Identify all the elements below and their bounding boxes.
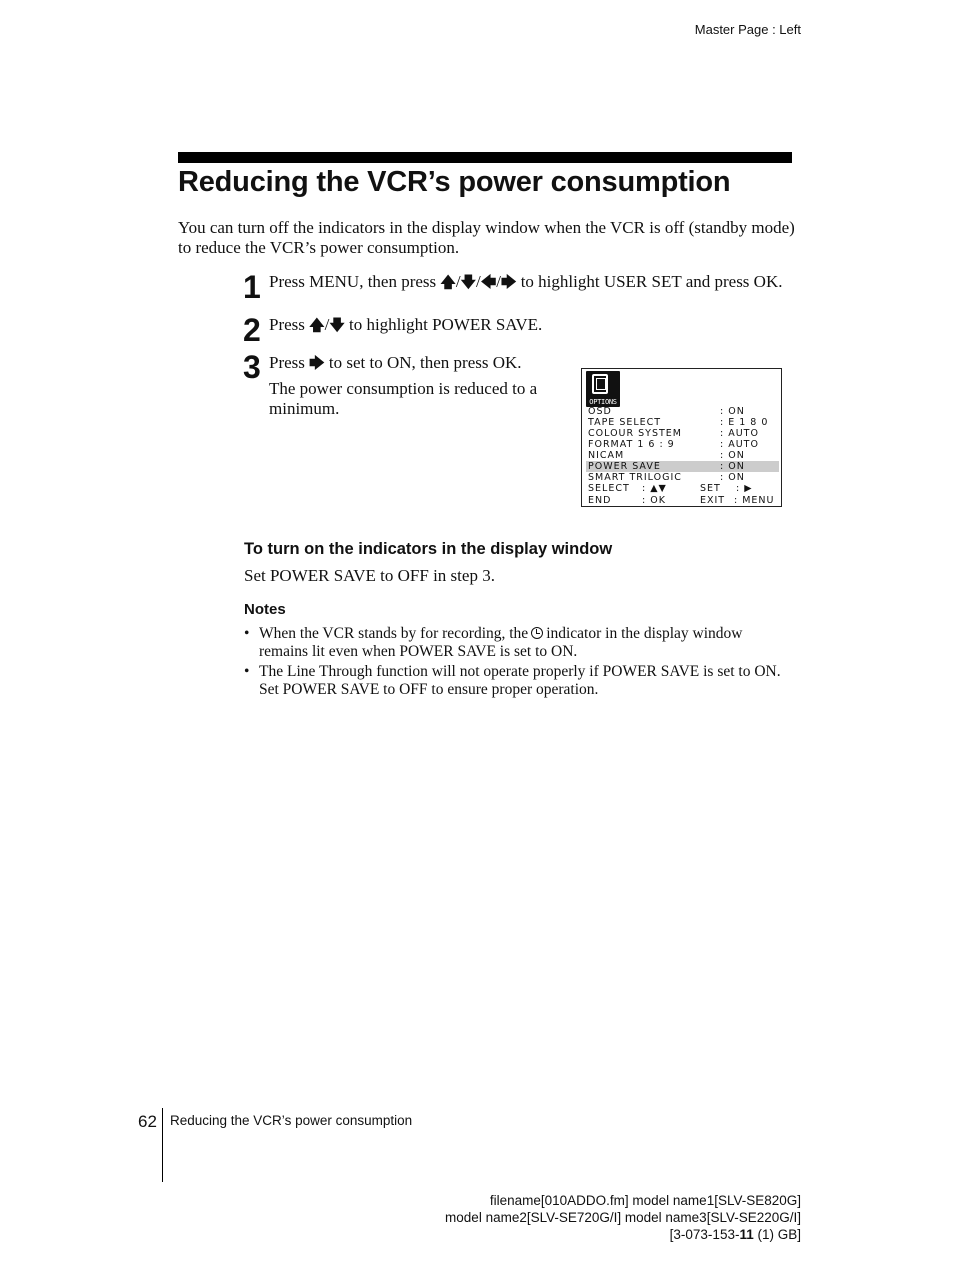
arrow-separator: / xyxy=(455,272,461,291)
arrow-right-icon: 🡆 xyxy=(500,273,517,291)
osd-exit-label: EXIT xyxy=(700,495,726,506)
arrow-separator: / xyxy=(324,315,330,334)
title-rule xyxy=(178,152,792,163)
osd-row-value: : AUTO xyxy=(720,428,759,439)
note-item xyxy=(244,663,784,699)
osd-row-key: FORMAT 1 6 : 9 xyxy=(588,439,675,450)
osd-select-value: : ▲▼ xyxy=(642,483,667,494)
master-page-label: Master Page : Left xyxy=(694,22,801,37)
footer-section-title: Reducing the VCR’s power consumption xyxy=(170,1113,413,1128)
step-1-number: 1 xyxy=(243,269,261,305)
document-inner-icon xyxy=(596,378,606,390)
subsection-text: Set POWER SAVE to OFF in step 3. xyxy=(244,566,495,585)
note-text xyxy=(259,625,784,661)
arrow-left-icon: 🡄 xyxy=(480,273,497,291)
step-3-result: The power consumption is reduced to a minimum. xyxy=(269,379,538,418)
osd-select-label: SELECT xyxy=(588,483,630,494)
bullet: • xyxy=(244,663,250,680)
osd-exit-value: : MENU xyxy=(734,495,775,506)
arrow-up-icon: 🡅 xyxy=(309,316,325,334)
osd-row-power-save xyxy=(586,461,779,472)
notes-heading: Notes xyxy=(244,601,286,618)
arrow-separator: / xyxy=(496,272,501,291)
step-2-text-after: to highlight POWER SAVE. xyxy=(348,315,543,334)
osd-row-value: : E 1 8 0 xyxy=(720,417,769,428)
note-text: The Line Through function will not operate properly if POWER SAVE is set to ON. Set POWER SAVE to OFF to ensure proper operation. xyxy=(259,663,781,698)
arrow-down-icon: 🡇 xyxy=(329,316,345,334)
osd-end-label: END xyxy=(588,495,612,506)
arrow-right-icon: 🡆 xyxy=(309,354,325,372)
osd-row-nicam xyxy=(586,450,779,461)
page-title: Reducing the VCR’s power consumption xyxy=(178,166,731,198)
options-icon xyxy=(586,371,620,407)
arrow-separator: / xyxy=(475,272,481,291)
footer-file-line-1: filename[010ADDO.fm] model name1[SLV-SE820G] xyxy=(489,1193,801,1208)
osd-end-value: : OK xyxy=(642,495,666,506)
osd-row-value: : ON xyxy=(720,450,745,461)
timer-clock-icon xyxy=(531,627,543,639)
osd-row-tape-select xyxy=(586,417,779,428)
footer-file-info xyxy=(445,1192,801,1243)
osd-row-key: POWER SAVE xyxy=(588,461,661,472)
footer-code-suffix: (1) GB] xyxy=(753,1227,801,1242)
osd-set-value: : ▶ xyxy=(736,483,753,494)
osd-footer-end-exit xyxy=(586,495,779,506)
osd-row-colour-system xyxy=(586,428,779,439)
osd-row-key: TAPE SELECT xyxy=(588,417,662,428)
footer-code-bold: 11 xyxy=(739,1227,754,1242)
osd-row-key: SMART TRILOGIC xyxy=(588,472,682,483)
step-2-number: 2 xyxy=(243,312,261,348)
osd-row-value: : ON xyxy=(720,406,745,417)
step-3-text-after: to set to ON, then press OK. xyxy=(328,353,522,372)
step-1-text xyxy=(269,272,794,292)
osd-row-key: COLOUR SYSTEM xyxy=(588,428,682,439)
footer-file-line-2: model name2[SLV-SE720G/I] model name3[SLV-SE220G/I] xyxy=(445,1210,801,1225)
step-3-number: 3 xyxy=(243,349,261,385)
osd-menu-screen xyxy=(581,368,782,507)
note-item xyxy=(244,625,784,661)
intro-paragraph: You can turn off the indicators in the display window when the VCR is off (standby mode) to reduce the VCR’s power consumption. xyxy=(178,218,795,257)
options-icon-label: OPTIONS xyxy=(589,398,617,406)
footer-rule xyxy=(162,1108,163,1182)
subsection-heading: To turn on the indicators in the display window xyxy=(244,540,613,558)
osd-row-smart-trilogic xyxy=(586,472,779,483)
footer-code-prefix: [3-073-153- xyxy=(669,1227,740,1242)
osd-row-value: : AUTO xyxy=(720,439,759,450)
footer-file-line-3 xyxy=(445,1226,801,1243)
step-2-text-before: Press xyxy=(269,315,305,334)
step-3-text xyxy=(269,353,569,373)
osd-footer-select-set xyxy=(586,483,779,494)
osd-row-key: NICAM xyxy=(588,450,625,461)
step-1-text-before: Press MENU, then press xyxy=(269,272,437,291)
note-text-before: When the VCR stands by for recording, the xyxy=(259,625,529,642)
step-3-text-before: Press xyxy=(269,353,305,372)
osd-row-osd xyxy=(586,406,779,417)
osd-row-key: OSD xyxy=(588,406,612,417)
arrow-up-icon: 🡅 xyxy=(440,273,456,291)
osd-row-value: : ON xyxy=(720,461,745,472)
arrow-down-icon: 🡇 xyxy=(460,273,476,291)
osd-row-value: : ON xyxy=(720,472,745,483)
bullet: • xyxy=(244,625,250,642)
step-2-text xyxy=(269,315,794,335)
note-text-after: indicator in the display window remains lit even when POWER SAVE is set to ON. xyxy=(259,625,743,660)
osd-row-format xyxy=(586,439,779,450)
step-1-text-after: to highlight USER SET and press OK. xyxy=(520,272,783,291)
page-number: 62 xyxy=(138,1112,157,1131)
osd-set-label: SET xyxy=(700,483,721,494)
